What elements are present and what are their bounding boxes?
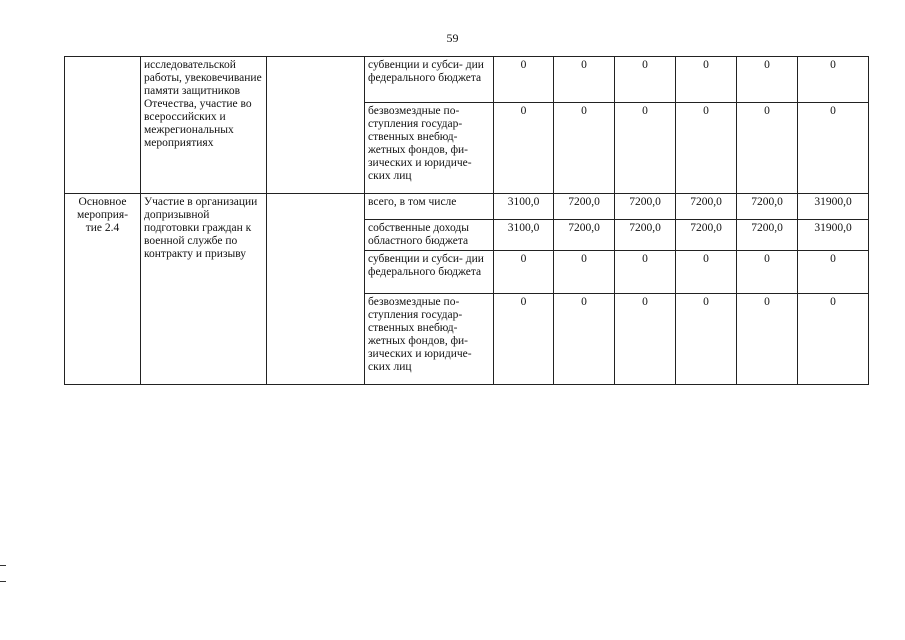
scan-edge-mark — [0, 565, 6, 566]
value-cell: 0 — [676, 251, 737, 294]
value-cell: 7200,0 — [737, 194, 798, 220]
responsible-cell — [267, 57, 365, 194]
value-cell: 0 — [615, 103, 676, 194]
value-cell: 0 — [494, 294, 554, 385]
value-cell: 7200,0 — [554, 220, 615, 251]
value-cell: 3100,0 — [494, 194, 554, 220]
funding-source-cell: субвенции и субси- дии федерального бюджета — [365, 57, 494, 103]
value-cell: 0 — [554, 57, 615, 103]
funding-source-cell: собственные доходы областного бюджета — [365, 220, 494, 251]
funding-source-cell: всего, в том числе — [365, 194, 494, 220]
value-cell: 31900,0 — [798, 194, 869, 220]
value-cell: 31900,0 — [798, 220, 869, 251]
value-cell: 7200,0 — [554, 194, 615, 220]
value-cell: 0 — [737, 294, 798, 385]
table-row — [65, 194, 869, 220]
value-cell: 0 — [798, 251, 869, 294]
value-cell: 0 — [798, 294, 869, 385]
event-name-cell: Участие в организации допризывной подготовки граждан к военной службе по контракту и призыву — [141, 194, 267, 385]
value-cell: 0 — [676, 294, 737, 385]
value-cell: 0 — [798, 103, 869, 194]
value-cell: 0 — [554, 251, 615, 294]
funding-source-cell: безвозмездные по- ступления государ- ственных внебюд- жетных фондов, фи- зических и юридиче- ских лиц — [365, 294, 494, 385]
event-code-cell — [65, 57, 141, 194]
value-cell: 7200,0 — [737, 220, 798, 251]
page-number: 59 — [446, 31, 459, 45]
value-cell: 7200,0 — [615, 220, 676, 251]
value-cell: 0 — [494, 251, 554, 294]
value-cell: 7200,0 — [676, 194, 737, 220]
funding-source-cell: субвенции и субси- дии федерального бюджета — [365, 251, 494, 294]
value-cell: 0 — [676, 103, 737, 194]
value-cell: 7200,0 — [676, 220, 737, 251]
value-cell: 7200,0 — [615, 194, 676, 220]
event-name-cell: исследовательской работы, увековечивание памяти защитников Отечества, участие во всероссийских и межрегиональных мероприятиях — [141, 57, 267, 194]
value-cell: 0 — [737, 57, 798, 103]
table-row — [65, 57, 869, 103]
value-cell: 0 — [494, 57, 554, 103]
funding-source-cell: безвозмездные по- ступления государ- ственных внебюд- жетных фондов, фи- зических и юридиче- ских лиц — [365, 103, 494, 194]
value-cell: 0 — [615, 251, 676, 294]
value-cell: 0 — [737, 103, 798, 194]
value-cell: 0 — [554, 103, 615, 194]
responsible-cell — [267, 194, 365, 385]
value-cell: 0 — [615, 294, 676, 385]
value-cell: 0 — [798, 57, 869, 103]
value-cell: 0 — [676, 57, 737, 103]
value-cell: 0 — [494, 103, 554, 194]
value-cell: 0 — [737, 251, 798, 294]
event-code-cell: Основное мероприя- тие 2.4 — [65, 194, 141, 385]
value-cell: 3100,0 — [494, 220, 554, 251]
budget-table — [64, 56, 869, 385]
scan-edge-mark — [0, 581, 6, 582]
value-cell: 0 — [554, 294, 615, 385]
value-cell: 0 — [615, 57, 676, 103]
